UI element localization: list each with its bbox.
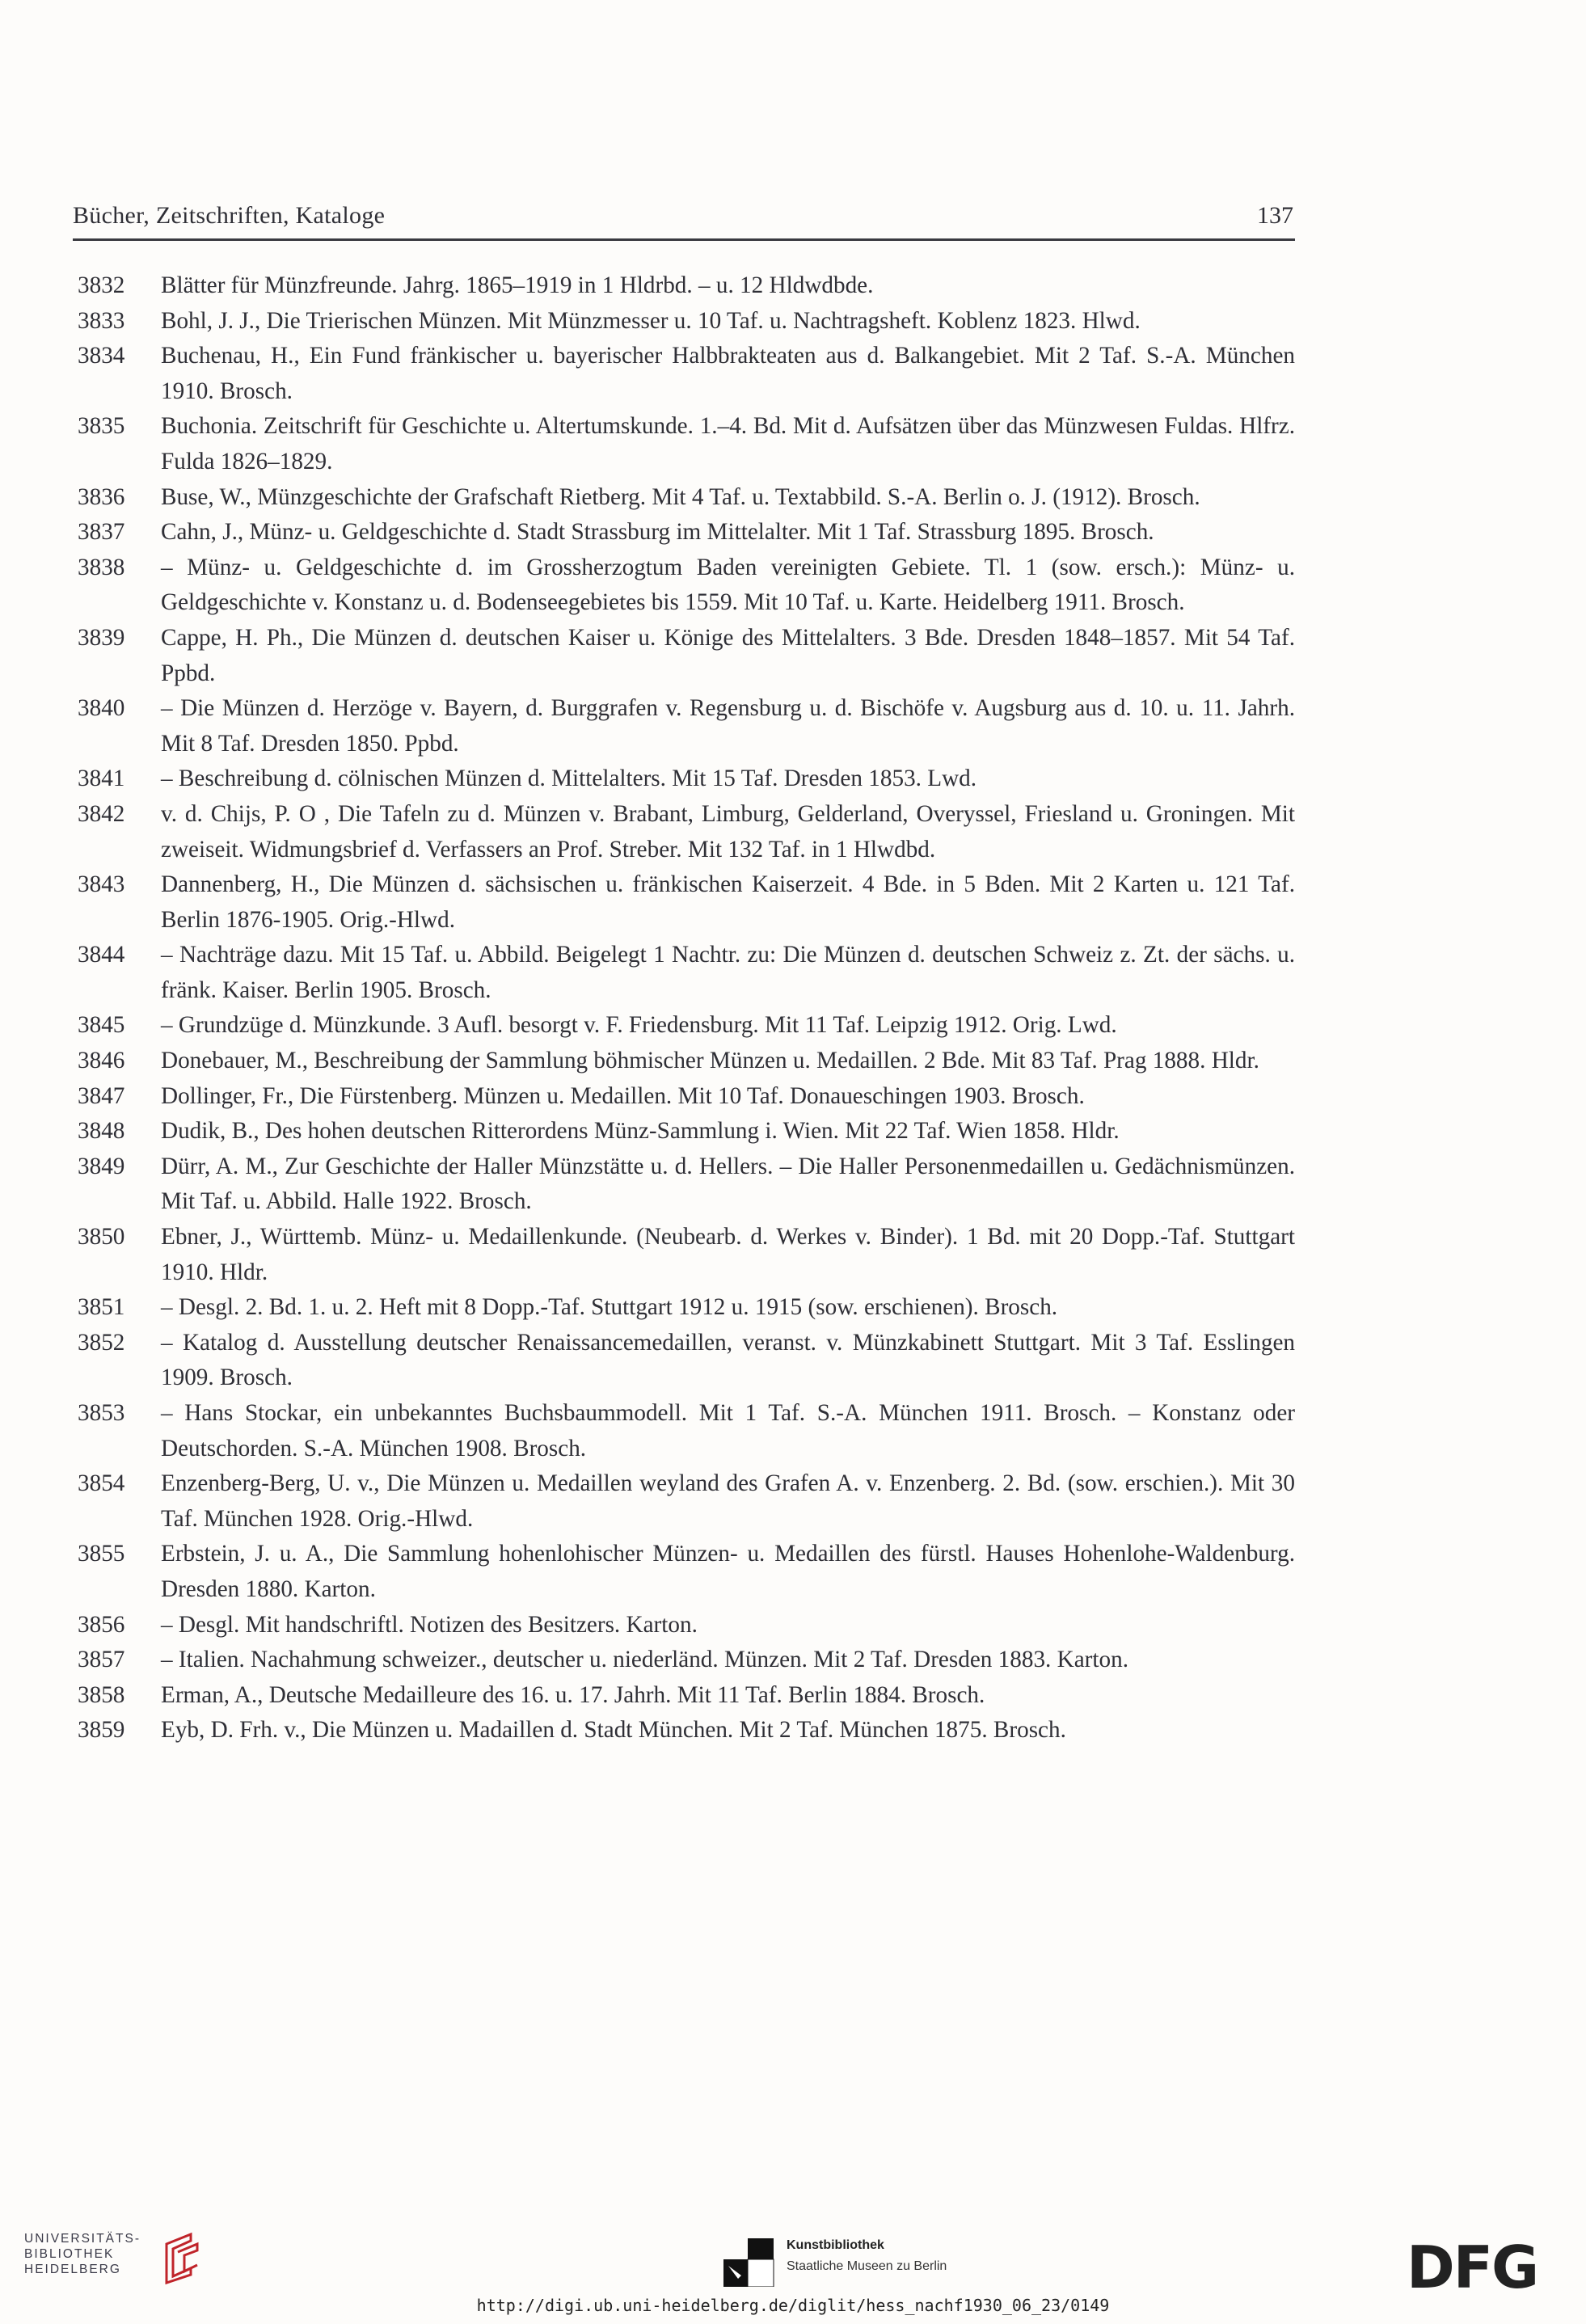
kunstbibliothek-title: Kunstbibliothek <box>787 2238 884 2252</box>
catalog-entry <box>78 938 1295 1008</box>
entry-number: 3851 <box>78 1294 125 1321</box>
catalog-entry <box>78 1608 1295 1643</box>
entry-number: 3832 <box>78 272 125 298</box>
entry-text: – Italien. Nachahmung schweizer., deutscher u. niederländ. Münzen. Mit 2 Taf. Dresden 1883. Karton. <box>161 1647 1128 1673</box>
entry-text: Erman, A., Deutsche Medailleure des 16. u. 17. Jahrh. Mit 11 Taf. Berlin 1884. Brosch. <box>161 1681 985 1708</box>
entry-text: – Münz- u. Geldgeschichte d. im Grossherzogtum Baden vereinigten Gebiete. Tl. 1 (sow. ersch.): Münz- u. Geldgeschichte v. Konstanz u. d. Bodenseegebietes bis 1559. Mit 10 Taf. u. Karte. Heidelberg 1911. Brosch. <box>161 554 1295 616</box>
catalog-entries <box>78 268 1295 1748</box>
catalog-entry <box>78 1290 1295 1326</box>
entry-number: 3854 <box>78 1470 125 1497</box>
catalog-entry <box>78 621 1295 691</box>
entry-text: Enzenberg-Berg, U. v., Die Münzen u. Medaillen weyland des Grafen A. v. Enzenberg. 2. Bd. (sow. erschien.). Mit 30 Taf. München 1928. Orig.-Hlwd. <box>161 1470 1295 1532</box>
entry-number: 3846 <box>78 1048 125 1074</box>
catalog-entry <box>78 761 1295 797</box>
entry-text: Buse, W., Münzgeschichte der Grafschaft Rietberg. Mit 4 Taf. u. Textabbild. S.-A. Berlin o. J. (1912). Brosch. <box>161 483 1200 510</box>
catalog-entry <box>78 1396 1295 1466</box>
entry-number: 3856 <box>78 1611 125 1638</box>
catalog-entry <box>78 515 1295 550</box>
catalog-entry <box>78 1537 1295 1607</box>
entry-text: Eyb, D. Frh. v., Die Münzen u. Madaillen d. Stadt München. Mit 2 Taf. München 1875. Brosch. <box>161 1717 1066 1744</box>
catalog-entry <box>78 1643 1295 1678</box>
entry-number: 3840 <box>78 695 125 722</box>
entry-number: 3839 <box>78 624 125 651</box>
entry-number: 3845 <box>78 1012 125 1039</box>
catalog-entry <box>78 480 1295 516</box>
catalog-entry <box>78 304 1295 340</box>
entry-number: 3836 <box>78 483 125 510</box>
catalog-entry <box>78 1326 1295 1396</box>
entry-number: 3853 <box>78 1400 125 1426</box>
entry-text: Dollinger, Fr., Die Fürstenberg. Münzen u. Medaillen. Mit 10 Taf. Donaueschingen 1903. Brosch. <box>161 1082 1085 1109</box>
entry-number: 3850 <box>78 1224 125 1251</box>
entry-text: Erbstein, J. u. A., Die Sammlung hohenlohischer Münzen- u. Medaillen des fürstl. Hauses Hohenlohe-Waldenburg. Dresden 1880. Karton. <box>161 1541 1295 1602</box>
entry-number: 3838 <box>78 554 125 580</box>
catalog-entry <box>78 1008 1295 1044</box>
catalog-entry <box>78 1220 1295 1290</box>
logo-line: BIBLIOTHEK <box>24 2247 115 2261</box>
catalog-entry <box>78 1466 1295 1537</box>
entry-number: 3842 <box>78 800 125 827</box>
catalog-entry <box>78 550 1295 621</box>
entry-number: 3855 <box>78 1541 125 1567</box>
entry-number: 3841 <box>78 766 125 792</box>
entry-text: – Beschreibung d. cölnischen Münzen d. Mittelalters. Mit 15 Taf. Dresden 1853. Lwd. <box>161 766 977 792</box>
page-footer <box>0 2199 1586 2324</box>
entry-text: Dudik, B., Des hohen deutschen Ritterordens Münz-Sammlung i. Wien. Mit 22 Taf. Wien 1858. Hldr. <box>161 1118 1120 1145</box>
entry-text: Dannenberg, H., Die Münzen d. sächsischen u. fränkischen Kaiserzeit. 4 Bde. in 5 Bden. Mit 2 Karten u. 121 Taf. Berlin 1876-1905. Orig.-Hlwd. <box>161 871 1295 933</box>
kunstbibliothek-logo[interactable] <box>723 2235 982 2292</box>
entry-text: – Hans Stockar, ein unbekanntes Buchsbaummodell. Mit 1 Taf. S.-A. München 1911. Brosch. – Konstanz oder Deutschorden. S.-A. München 1908. Brosch. <box>161 1400 1295 1461</box>
catalog-entry <box>78 409 1295 479</box>
catalog-entry <box>78 1678 1295 1714</box>
logo-line: UNIVERSITÄTS- <box>24 2232 141 2246</box>
catalog-entry <box>78 1044 1295 1079</box>
entry-text: – Katalog d. Ausstellung deutscher Renaissancemedaillen, veranst. v. Münzkabinett Stuttgart. Mit 3 Taf. Esslingen 1909. Brosch. <box>161 1329 1295 1391</box>
entry-text: Cappe, H. Ph., Die Münzen d. deutschen Kaiser u. Könige des Mittelalters. 3 Bde. Dresden 1848–1857. Mit 54 Taf. Ppbd. <box>161 624 1295 686</box>
entry-text: – Nachträge dazu. Mit 15 Taf. u. Abbild. Beigelegt 1 Nachtr. zu: Die Münzen d. deutschen Schweiz z. Zt. der sächs. u. fränk. Kaiser. Berlin 1905. Brosch. <box>161 942 1295 1003</box>
entry-number: 3835 <box>78 413 125 440</box>
header-rule <box>73 238 1295 241</box>
catalog-entry <box>78 797 1295 867</box>
entry-number: 3844 <box>78 942 125 968</box>
entry-number: 3843 <box>78 871 125 898</box>
entry-text: Donebauer, M., Beschreibung der Sammlung böhmischer Münzen u. Medaillen. 2 Bde. Mit 83 Taf. Prag 1888. Hldr. <box>161 1048 1259 1074</box>
entry-number: 3857 <box>78 1647 125 1673</box>
catalog-entry <box>78 1114 1295 1149</box>
logo-line: HEIDELBERG <box>24 2263 121 2276</box>
university-library-logo[interactable] <box>24 2231 202 2296</box>
entry-number: 3858 <box>78 1681 125 1708</box>
entry-number: 3852 <box>78 1329 125 1356</box>
entry-text: Bohl, J. J., Die Trierischen Münzen. Mit Münzmesser u. 10 Taf. u. Nachtragsheft. Koblenz 1823. Hlwd. <box>161 307 1141 334</box>
entry-text: – Grundzüge d. Münzkunde. 3 Aufl. besorgt v. F. Friedensburg. Mit 11 Taf. Leipzig 1912. Orig. Lwd. <box>161 1012 1117 1039</box>
entry-text: Cahn, J., Münz- u. Geldgeschichte d. Stadt Strassburg im Mittelalter. Mit 1 Taf. Strassburg 1895. Brosch. <box>161 519 1154 546</box>
entry-number: 3834 <box>78 343 125 369</box>
page-number: 137 <box>1257 202 1293 229</box>
entry-text: – Die Münzen d. Herzöge v. Bayern, d. Burggrafen v. Regensburg u. d. Bischöfe v. Augsburg aus d. 10. u. 11. Jahrh. Mit 8 Taf. Dresden 1850. Ppbd. <box>161 695 1295 757</box>
entry-number: 3833 <box>78 307 125 334</box>
dfg-logo[interactable]: DFG <box>1407 2233 1538 2301</box>
entry-number: 3848 <box>78 1118 125 1145</box>
catalog-entry <box>78 268 1295 304</box>
entry-text: Dürr, A. M., Zur Geschichte der Haller Münzstätte u. d. Hellers. – Die Haller Personenmedaillen u. Gedächnismünzen. Mit Taf. u. Abbild. Halle 1922. Brosch. <box>161 1153 1295 1215</box>
entry-number: 3837 <box>78 519 125 546</box>
entry-number: 3849 <box>78 1153 125 1179</box>
source-url[interactable]: http://digi.ub.uni-heidelberg.de/diglit/hess_nachf1930_06_23/0149 <box>476 2296 1110 2315</box>
entry-text: Buchonia. Zeitschrift für Geschichte u. Altertumskunde. 1.–4. Bd. Mit d. Aufsätzen über das Münzwesen Fuldas. Hlfrz. Fulda 1826–1829. <box>161 413 1295 475</box>
catalog-entry <box>78 867 1295 938</box>
entry-text: – Desgl. Mit handschriftl. Notizen des Besitzers. Karton. <box>161 1611 698 1638</box>
entry-number: 3847 <box>78 1082 125 1109</box>
catalog-entry <box>78 339 1295 409</box>
entry-text: – Desgl. 2. Bd. 1. u. 2. Heft mit 8 Dopp.-Taf. Stuttgart 1912 u. 1915 (sow. erschienen). Brosch. <box>161 1294 1058 1321</box>
entry-number: 3859 <box>78 1717 125 1744</box>
kunstbibliothek-emblem-icon <box>723 2238 775 2287</box>
catalog-entry <box>78 1713 1295 1748</box>
catalog-entry <box>78 1149 1295 1220</box>
page-header <box>73 202 1293 243</box>
entry-text: Blätter für Münzfreunde. Jahrg. 1865–1919 in 1 Hldrbd. – u. 12 Hldwdbde. <box>161 272 874 298</box>
catalog-entry <box>78 1079 1295 1115</box>
running-title: Bücher, Zeitschriften, Kataloge <box>73 202 386 229</box>
kunstbibliothek-subtitle: Staatliche Museen zu Berlin <box>787 2259 947 2273</box>
university-emblem-icon <box>160 2229 209 2286</box>
entry-text: Buchenau, H., Ein Fund fränkischer u. bayerischer Halbbrakteaten aus d. Balkangebiet. Mit 2 Taf. S.-A. München 1910. Brosch. <box>161 343 1295 404</box>
entry-text: v. d. Chijs, P. O , Die Tafeln zu d. Münzen v. Brabant, Limburg, Gelderland, Overyssel, Friesland u. Groningen. Mit zweiseit. Widmungsbrief d. Verfassers an Prof. Streber. Mit 132 Taf. in 1 Hlwdbd. <box>161 800 1295 863</box>
entry-text: Ebner, J., Württemb. Münz- u. Medaillenkunde. (Neubearb. d. Werkes v. Binder). 1 Bd. mit 20 Dopp.-Taf. Stuttgart 1910. Hldr. <box>161 1224 1295 1285</box>
catalog-entry <box>78 691 1295 761</box>
